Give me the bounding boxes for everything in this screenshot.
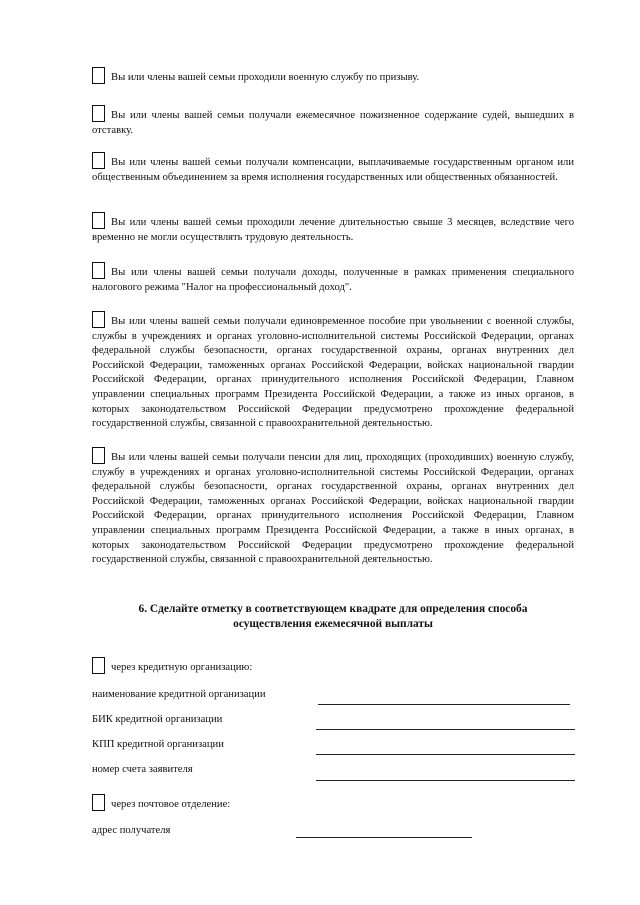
checkbox-long-treatment[interactable]: [92, 212, 105, 229]
kpp-label: КПП кредитной организации: [92, 739, 224, 750]
question-text: Вы или члены вашей семьи проходили военную службу по призыву.: [111, 72, 420, 83]
section-6-title-line-1: 6. Сделайте отметку в соответствующем квадрате для определения способа: [138, 603, 528, 615]
checkbox-judge-allowance[interactable]: [92, 105, 105, 122]
checkbox-compensation[interactable]: [92, 152, 105, 169]
checkbox-professional-income-tax[interactable]: [92, 262, 105, 279]
checkbox-post-office[interactable]: [92, 794, 105, 811]
account-number-label: номер счета заявителя: [92, 764, 193, 775]
option-credit-label: через кредитную организацию:: [111, 662, 253, 673]
question-text: Вы или члены вашей семьи получали ежемесячное пожизненное содержание судей, вышедших в отставку.: [92, 110, 574, 136]
question-dismissal-allowance: [92, 311, 574, 432]
section-6-title-line-2: осуществления ежемесячной выплаты: [233, 617, 433, 630]
kpp-field[interactable]: [316, 754, 575, 755]
checkbox-credit-organization[interactable]: [92, 657, 105, 674]
question-text: Вы или члены вашей семьи получали единовременное пособие при увольнении с военной службы, службы в учреждениях и органах уголовно-исполнительной системы Российской Федерации, органах федеральной службы безопасности, органах государственной охраны, органах внутренних дел Российской Федерации, таможенных органах Российской Федерации, войсках национальной гвардии Российской Федерации, органах принудительного исполнения Российской Федерации, Главном управлении специальных программ Президента Российской Федерации, а также из иных органов, в которых законодательством Российской Федерации предусмотрено прохождение федеральной государственной службы, связанной с правоохранительной деятельностью.: [92, 316, 574, 430]
section-6-heading: [92, 602, 574, 631]
bik-field[interactable]: [316, 729, 575, 730]
question-professional-income-tax: [92, 262, 574, 295]
question-text: Вы или члены вашей семьи получали компенсации, выплачиваемые государственным органом или общественным объединением за время исполнения государственных или общественных обязанностей.: [92, 157, 574, 183]
checkbox-dismissal-allowance[interactable]: [92, 311, 105, 328]
question-judge-allowance: [92, 105, 574, 138]
question-text: Вы или члены вашей семьи проходили лечение длительностью свыше 3 месяцев, вследствие чего временно не могли осуществлять трудовую деятельность.: [92, 217, 574, 243]
checkbox-pension[interactable]: [92, 447, 105, 464]
bank-name-field[interactable]: [318, 704, 570, 705]
option-credit-organization: [92, 657, 252, 675]
question-long-treatment: [92, 212, 574, 245]
option-post-label: через почтовое отделение:: [111, 799, 231, 810]
recipient-address-label: адрес получателя: [92, 825, 171, 836]
checkbox-military-conscription[interactable]: [92, 67, 105, 84]
recipient-address-field[interactable]: [296, 837, 472, 838]
question-text: Вы или члены вашей семьи получали пенсии для лиц, проходящих (проходивших) военную службу, службу в учреждениях и органах уголовно-исполнительной системы Российской Федерации, органах федеральной службы безопасности, органах государственной охраны, органах внутренних дел Российской Федерации, таможенных органах Российской Федерации, войсках национальной гвардии Российской Федерации, органах принудительного исполнения Российской Федерации, Главном управлении специальных программ Президента Российской Федерации, а также в иных органах, в которых законодательством Российской Федерации предусмотрено прохождение федеральной государственной службы, связанной с правоохранительной деятельностью.: [92, 452, 574, 566]
bik-label: БИК кредитной организации: [92, 714, 223, 725]
question-military-conscription: [92, 67, 574, 86]
bank-name-label: наименование кредитной организации: [92, 689, 266, 700]
question-text: Вы или члены вашей семьи получали доходы, полученные в рамках применения специального налогового режима "Налог на профессиональный доход".: [92, 267, 574, 293]
question-pension: [92, 447, 574, 568]
question-compensation: [92, 152, 574, 185]
account-number-field[interactable]: [316, 780, 575, 781]
option-post-office: [92, 794, 230, 812]
